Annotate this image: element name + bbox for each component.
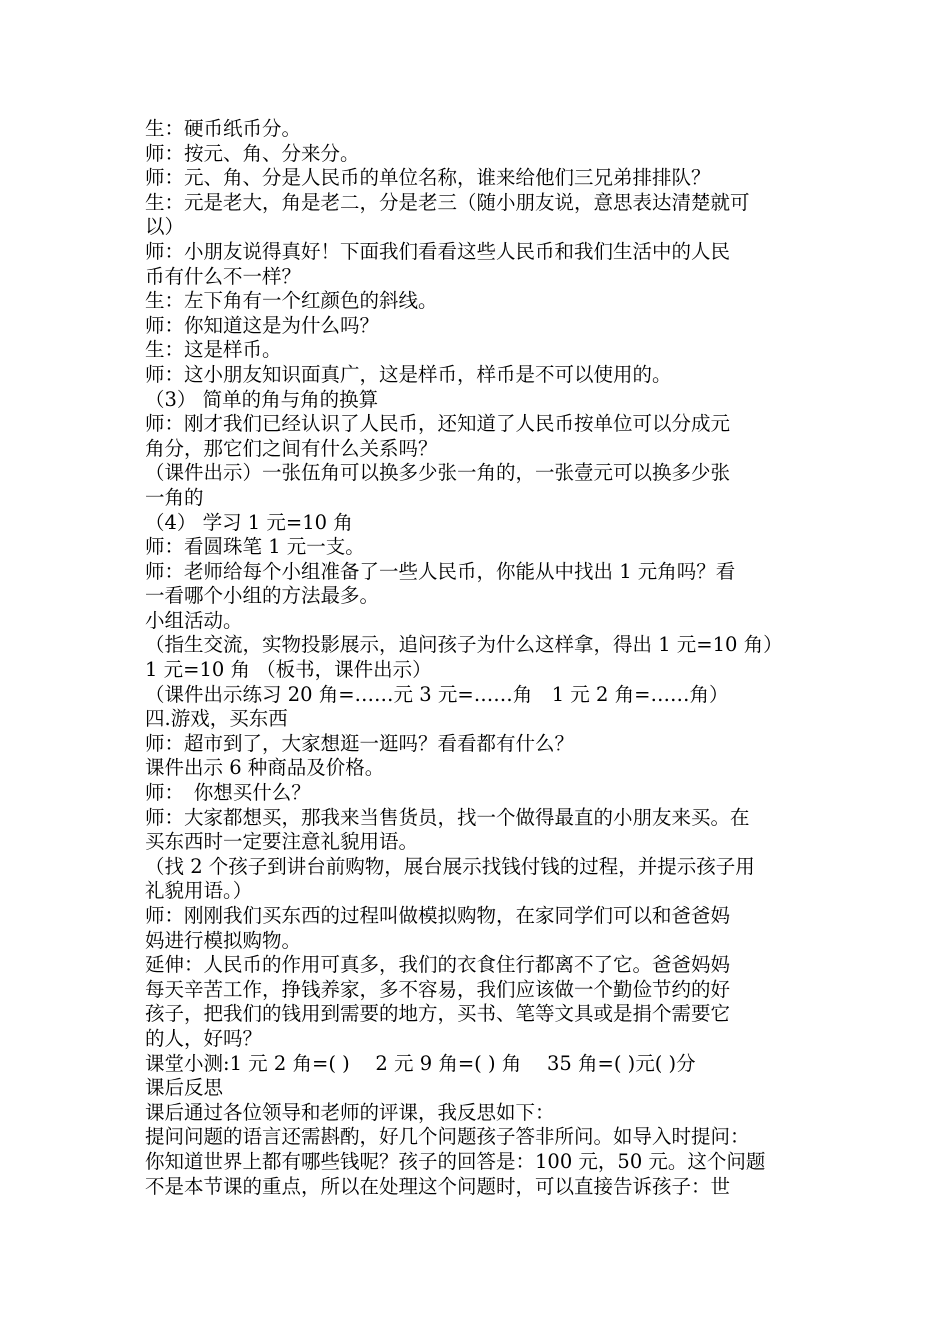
- text-line: （课件出示）一张伍角可以换多少张一角的，一张壹元可以换多少张: [145, 461, 731, 485]
- text-line: 课后反思: [145, 1076, 224, 1100]
- text-line: 你知道世界上都有哪些钱呢？孩子的回答是：100 元，50 元。这个问题: [145, 1149, 766, 1173]
- text-line: 1 元=10 角 （板书，课件出示）: [145, 658, 432, 682]
- text-line: 礼貌用语。）: [145, 879, 253, 903]
- text-line: 师：按元、角、分来分。: [145, 141, 360, 165]
- text-line: 师：大家都想买，那我来当售货员，找一个做得最直的小朋友来买。在: [145, 805, 750, 829]
- text-line: 生：硬币纸币分。: [145, 117, 302, 140]
- text-line: 课件出示 6 种商品及价格。: [145, 756, 385, 780]
- text-line: （找 2 个孩子到讲台前购物，展台展示找钱付钱的过程，并提示孩子用: [145, 854, 755, 878]
- text-line: 不是本节课的重点，所以在处理这个问题时，可以直接告诉孩子：世: [145, 1174, 731, 1198]
- text-line: 师：这小朋友知识面真广，这是样币，样币是不可以使用的。: [145, 362, 672, 386]
- text-line: 师：刚刚我们买东西的过程叫做模拟购物，在家同学们可以和爸爸妈: [145, 904, 731, 927]
- text-line: 师：刚才我们已经认识了人民币，还知道了人民币按单位可以分成元: [145, 412, 731, 436]
- text-line: 以）: [145, 215, 185, 239]
- text-line: 小组活动。: [145, 608, 243, 632]
- text-line: 师：元、角、分是人民币的单位名称，谁来给他们三兄弟排排队？: [145, 166, 711, 190]
- text-line: 的人，好吗？: [145, 1026, 263, 1050]
- text-line: 一看哪个小组的方法最多。: [145, 584, 380, 608]
- text-line: 角分，那它们之间有什么关系吗？: [145, 436, 438, 460]
- text-line: 课后通过各位领导和老师的评课，我反思如下：: [145, 1100, 555, 1124]
- text-line: 币有什么不一样？: [145, 264, 302, 288]
- text-line: 师：小朋友说得真好！下面我们看看这些人民币和我们生活中的人民: [145, 239, 731, 263]
- text-line: 买东西时一定要注意礼貌用语。: [145, 830, 419, 854]
- text-line: 孩子，把我们的钱用到需要的地方，买书、笔等文具或是捐个需要它: [145, 1002, 731, 1026]
- text-line: 生：元是老大，角是老二，分是老三（随小朋友说，意思表达清楚就可: [145, 190, 750, 214]
- text-line: 课堂小测:1 元 2 角=( ) 2 元 9 角=( ) 角 35 角=( )元( )分: [145, 1051, 696, 1075]
- text-line: （3） 简单的角与角的换算: [145, 387, 379, 411]
- text-line: 师：老师给每个小组准备了一些人民币，你能从中找出 1 元角吗？看: [145, 559, 736, 583]
- text-line: 师：你知道这是为什么吗？: [145, 313, 380, 337]
- text-line: 师：看圆珠笔 1 元一支。: [145, 535, 365, 559]
- document-body: [145, 117, 825, 1199]
- text-line: 妈进行模拟购物。: [145, 928, 302, 952]
- text-line: 生：左下角有一个红颜色的斜线。: [145, 289, 438, 313]
- text-line: 师：超市到了，大家想逛一逛吗？看看都有什么？: [145, 731, 575, 755]
- text-line: 延伸：人民币的作用可真多，我们的衣食住行都离不了它。爸爸妈妈: [145, 953, 731, 977]
- text-line: 每天辛苦工作，挣钱养家，多不容易，我们应该做一个勤俭节约的好: [145, 977, 731, 1001]
- text-line: 一角的: [145, 485, 204, 509]
- text-line: 提问问题的语言还需斟酌，好几个问题孩子答非所问。如导入时提问：: [145, 1125, 750, 1149]
- text-line: 生：这是样币。: [145, 338, 282, 362]
- text-line: （课件出示练习 20 角=……元 3 元=……角 1 元 2 角=……角）: [145, 682, 729, 706]
- text-line: （指生交流，实物投影展示，追问孩子为什么这样拿，得出 1 元=10 角）: [145, 633, 783, 657]
- text-line: 师： 你想买什么？: [145, 781, 311, 805]
- text-line: （4） 学习 1 元=10 角: [145, 510, 353, 534]
- text-line: 四.游戏，买东西: [145, 707, 288, 731]
